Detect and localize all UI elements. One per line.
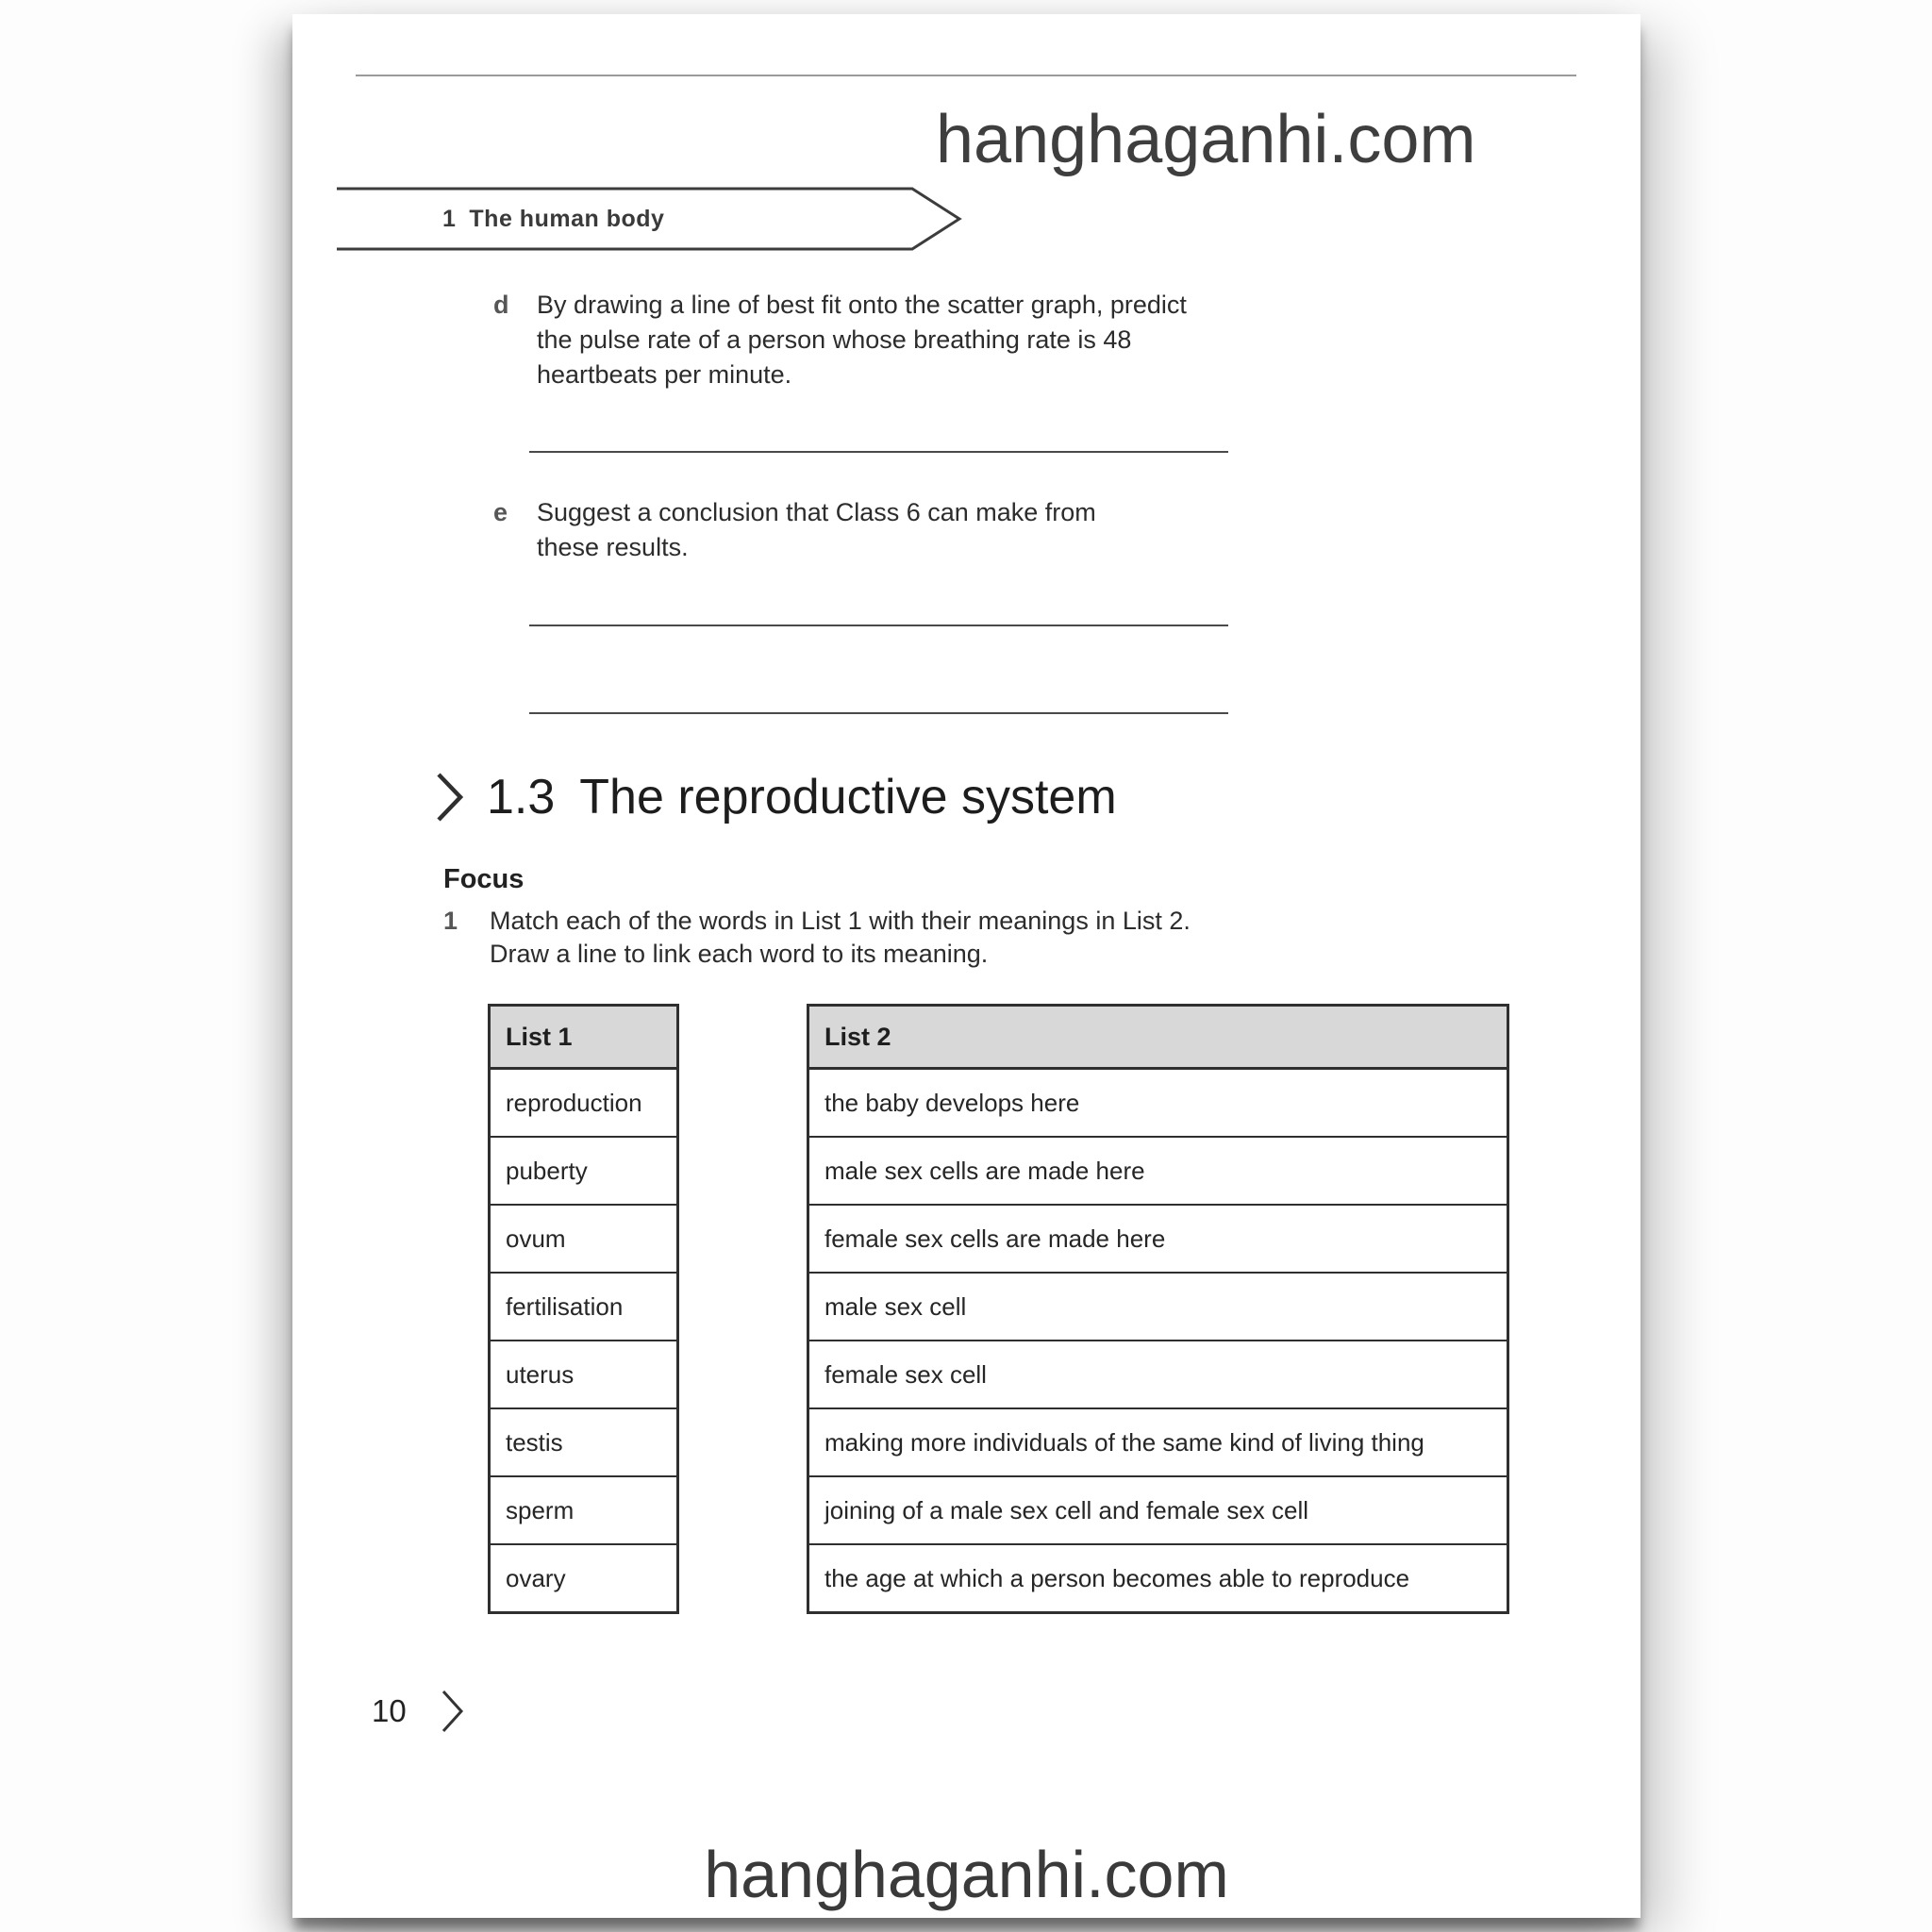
list2-row: joining of a male sex cell and female sex cell	[809, 1477, 1507, 1545]
top-rule-divider	[356, 75, 1576, 76]
question-1-line: Draw a line to link each word to its meaning.	[490, 940, 989, 968]
list1-row: testis	[491, 1409, 676, 1477]
list1-row: uterus	[491, 1341, 676, 1409]
list1-table	[488, 1004, 679, 1614]
question-d-label: d	[493, 291, 509, 319]
page-number: 10	[372, 1693, 407, 1728]
section-number: 1.3	[487, 770, 556, 824]
footer-chevron-icon	[441, 1688, 465, 1740]
question-1-text	[490, 905, 1191, 971]
chapter-banner	[337, 186, 965, 252]
list1-row: ovary	[506, 1563, 566, 1592]
question-1-line: Match each of the words in List 1 with their meanings in List 2.	[490, 907, 1191, 935]
section-chevron-icon	[436, 771, 464, 824]
list1-row: ovum	[491, 1206, 676, 1274]
answer-line-d	[529, 451, 1228, 453]
section-heading	[436, 769, 1117, 825]
list1-row: puberty	[491, 1138, 676, 1206]
question-1-number: 1	[443, 907, 458, 935]
list2-header: List 2	[809, 1007, 1507, 1070]
focus-heading: Focus	[443, 864, 525, 894]
chapter-banner-label	[442, 186, 664, 252]
list2-row: male sex cell	[809, 1274, 1507, 1341]
question-d	[493, 288, 1187, 392]
question-1	[443, 905, 1191, 971]
chapter-title: The human body	[469, 205, 665, 232]
watermark-bottom: hanghaganhi.com	[704, 1838, 1229, 1911]
question-d-text	[537, 288, 1187, 392]
chapter-number: 1	[442, 205, 457, 232]
question-e-label: e	[493, 498, 508, 526]
question-d-line: By drawing a line of best fit onto the scatter graph, predict	[537, 291, 1187, 319]
list2-row: making more individuals of the same kind of living thing	[809, 1409, 1507, 1477]
section-title: The reproductive system	[579, 770, 1117, 824]
list2-row: male sex cells are made here	[809, 1138, 1507, 1206]
list1-row: fertilisation	[491, 1274, 676, 1341]
question-e-line: these results.	[537, 533, 689, 561]
question-d-line: heartbeats per minute.	[537, 360, 792, 389]
answer-line-e-2	[529, 712, 1228, 714]
list2-table	[807, 1004, 1509, 1614]
question-e-line: Suggest a conclusion that Class 6 can make from	[537, 498, 1096, 526]
list2-row: the age at which a person becomes able to reproduce	[824, 1563, 1410, 1592]
question-d-line: the pulse rate of a person whose breathing rate is 48	[537, 325, 1132, 354]
answer-line-e-1	[529, 625, 1228, 626]
question-e	[493, 495, 1096, 565]
watermark-top: hanghaganhi.com	[936, 102, 1476, 177]
question-e-text	[537, 495, 1096, 565]
list2-row: female sex cell	[809, 1341, 1507, 1409]
list2-row: female sex cells are made here	[809, 1206, 1507, 1274]
list1-row: reproduction	[491, 1070, 676, 1138]
list2-row: the baby develops here	[809, 1070, 1507, 1138]
list1-row: sperm	[491, 1477, 676, 1545]
workbook-page	[292, 14, 1641, 1918]
list1-header: List 1	[491, 1007, 676, 1070]
